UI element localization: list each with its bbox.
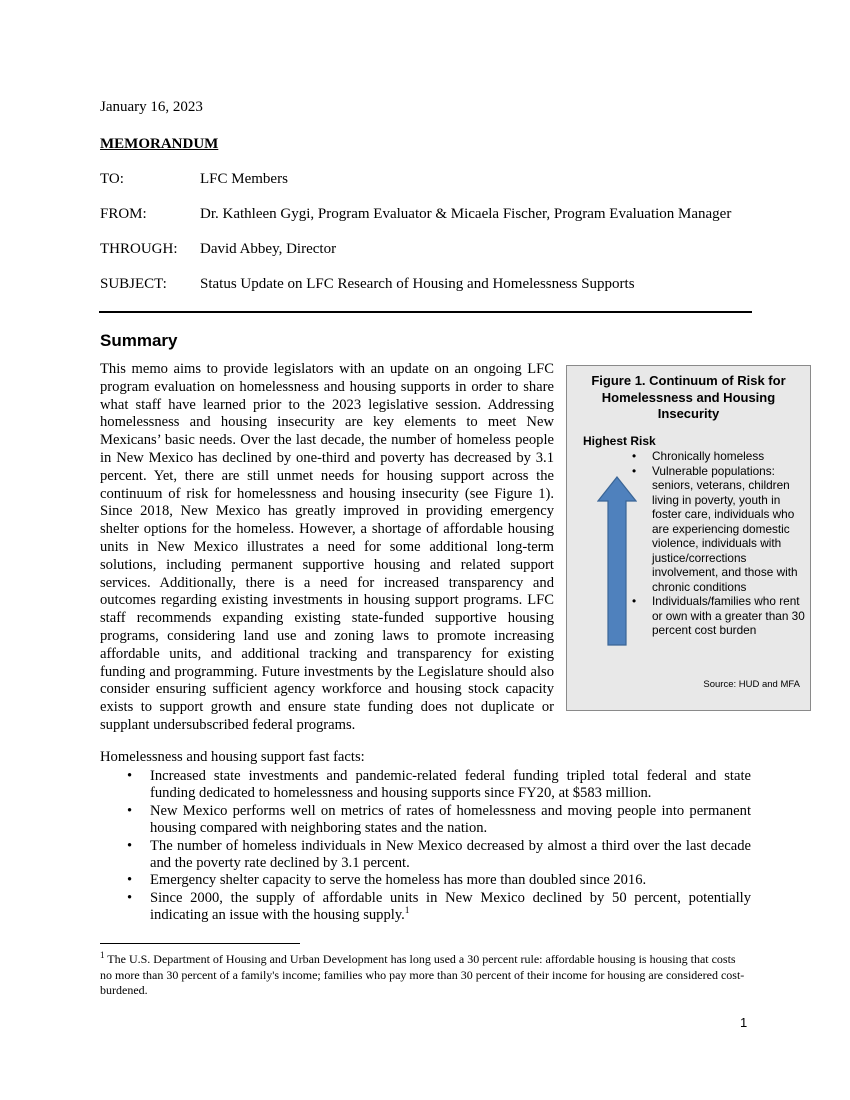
fact-text: Since 2000, the supply of affordable units in New Mexico declined by 50 percent, potentially indicating an issue with the housing supply.: [150, 889, 751, 924]
fact-item: [100, 890, 751, 925]
footnote-text: The U.S. Department of Housing and Urban Development has long used a 30 percent rule: affordable housing is housing that costs no more than 30 percent of a family's income; families who pay more than 30 percent of their income for housing are considered cost-burdened.: [100, 952, 745, 997]
memo-title: MEMORANDUM: [100, 136, 219, 152]
figure-1-box: [566, 365, 811, 711]
memo-date: January 16, 2023: [100, 99, 203, 115]
from-value: Dr. Kathleen Gygi, Program Evaluator & Micaela Fischer, Program Evaluation Manager: [200, 206, 732, 222]
to-label: TO:: [100, 171, 124, 187]
risk-item: • Chronically homeless: [625, 449, 805, 464]
from-row: [100, 206, 731, 223]
subject-label: SUBJECT:: [100, 276, 167, 292]
risk-item: • Individuals/families who rent or own with a greater than 30 percent cost burden: [625, 594, 805, 638]
footnote-divider: [100, 943, 300, 944]
footnote: [100, 952, 750, 999]
through-label: THROUGH:: [100, 241, 178, 257]
summary-heading: Summary: [100, 331, 178, 350]
fact-item: • New Mexico performs well on metrics of rates of homelessness and moving people into permanent housing compared with neighboring states and the nation.: [100, 803, 751, 838]
fact-item: • The number of homeless individuals in New Mexico decreased by almost a third over the last decade and the poverty rate declined by 3.1 percent.: [100, 838, 751, 873]
fact-item: • Increased state investments and pandemic-related federal funding tripled total federal and state funding dedicated to homelessness and housing supports since FY20, at $583 million.: [100, 768, 751, 803]
to-value: LFC Members: [200, 171, 288, 187]
page-number: 1: [740, 1015, 748, 1030]
through-row: [100, 241, 336, 258]
facts-intro: Homelessness and housing support fast facts:: [100, 749, 365, 765]
from-label: FROM:: [100, 206, 147, 222]
risk-item: • Vulnerable populations: seniors, veterans, children living in poverty, youth in foster care, individuals who are experiencing domestic violence, individuals with justice/corrections involvement, and those with chronic conditions: [625, 464, 805, 595]
to-row: [100, 171, 288, 188]
figure-title: Figure 1. Continuum of Risk for Homelessness and Housing Insecurity: [591, 373, 786, 421]
footnote-marker: 1: [100, 950, 105, 960]
facts-list: [100, 768, 751, 925]
figure-source: Source: HUD and MFA: [703, 679, 800, 690]
summary-paragraph: This memo aims to provide legislators with an update on an ongoing LFC program evaluation on homelessness and housing supports in order to share what staff have learned prior to the 2023 legislative session. Addressing homelessness and housing insecurity are key elements to meet New Mexicans’ basic needs. Over the last decade, the number of homeless people in New Mexico has declined by one-third and poverty has decreased by 3.1 percent. Yet, there are still unmet needs for housing support across the continuum of risk for homelessness and housing insecurity (see Figure 1). Since 2018, New Mexico has greatly improved in providing emergency shelter options for the homeless. However, a shortage of affordable housing units in New Mexico illustrates a need for some additional long-term solutions, including permanent supportive housing and related support services. Additionally, there is a need for increased transparency and outcomes regarding existing investments in housing support programs. LFC staff recommends expanding existing state-funded supportive housing programs, considering land use and zoning laws to promote increasing affordable units, and additional tracking and transparency for existing funding and programming. Future investments by the Legislature should also consider ensuring sufficient agency workforce and housing stock capacity exists to support growth and ensure state funding does not duplicate or supplant undersubscribed federal programs.: [100, 361, 554, 733]
fact-item: • Emergency shelter capacity to serve the homeless has more than doubled since 2016.: [100, 872, 751, 889]
highest-risk-label: Highest Risk: [583, 434, 656, 448]
through-value: David Abbey, Director: [200, 241, 337, 257]
subject-row: [100, 276, 635, 293]
subject-value: Status Update on LFC Research of Housing and Homelessness Supports: [200, 276, 635, 292]
header-divider: [99, 311, 752, 313]
footnote-ref[interactable]: 1: [404, 905, 410, 916]
risk-list: [625, 449, 805, 638]
